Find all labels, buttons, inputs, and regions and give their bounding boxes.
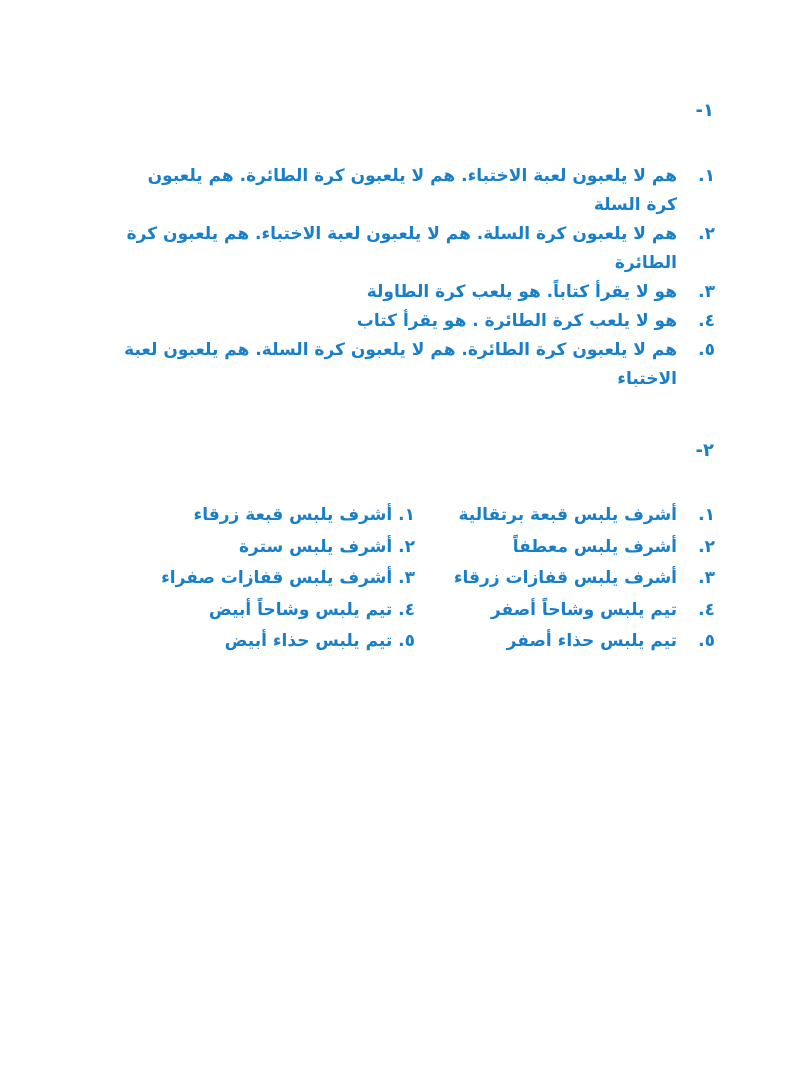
- list-item: [155, 563, 415, 595]
- item-number: ٤.: [698, 311, 715, 331]
- item-text: ٣. أشرف يلبس قفازات صفراء: [161, 568, 415, 588]
- list-item: [155, 500, 415, 532]
- section-2-left-column: [155, 500, 415, 658]
- section-2-heading: -٢: [695, 440, 714, 461]
- list-item: [455, 563, 715, 595]
- item-number: ٣.: [698, 282, 715, 302]
- item-text: أشرف يلبس معطفاً: [512, 536, 677, 557]
- item-text: ٥. تيم يلبس حذاء أبيض: [224, 631, 415, 651]
- list-item: [455, 500, 715, 532]
- item-text: ٤. تيم يلبس وشاحاً أبيض: [208, 599, 415, 620]
- item-number: ٥.: [698, 340, 715, 360]
- section-1-heading: -١: [695, 100, 714, 121]
- item-number: ١.: [698, 166, 715, 186]
- list-item: [155, 532, 415, 564]
- item-number: ٥.: [698, 631, 715, 651]
- item-number: ٢.: [698, 536, 715, 557]
- list-item: [115, 220, 715, 278]
- list-item: [455, 532, 715, 564]
- item-text: هم لا يلعبون لعبة الاختباء. هم لا يلعبون كرة الطائرة. هم يلعبون كرة السلة: [147, 166, 677, 215]
- list-item: [155, 626, 415, 658]
- item-number: ٣.: [698, 568, 715, 588]
- item-text: هو لا يلعب كرة الطائرة . هو يقرأ كتاب: [356, 311, 677, 331]
- item-text: تيم يلبس وشاحاً أصفر: [490, 599, 677, 620]
- item-text: ٢. أشرف يلبس سترة: [238, 536, 415, 557]
- item-text: هو لا يقرأ كتاباً. هو يلعب كرة الطاولة: [366, 282, 677, 302]
- list-item: [115, 307, 715, 336]
- item-text: ١. أشرف يلبس قبعة زرقاء: [193, 505, 415, 525]
- list-item: [115, 278, 715, 307]
- item-number: ٢.: [698, 224, 715, 244]
- item-text: أشرف يلبس قفازات زرقاء: [453, 568, 677, 588]
- item-text: تيم يلبس حذاء أصفر: [506, 631, 677, 651]
- list-item: [115, 336, 715, 394]
- section-1-list: [115, 162, 715, 394]
- section-2-right-column: [455, 500, 715, 658]
- list-item: [455, 595, 715, 627]
- item-text: هم لا يلعبون كرة السلة. هم لا يلعبون لعبة الاختباء. هم يلعبون كرة الطائرة: [126, 224, 677, 273]
- item-text: هم لا يلعبون كرة الطائرة. هم لا يلعبون كرة السلة. هم يلعبون لعبة الاختباء: [124, 340, 677, 389]
- list-item: [115, 162, 715, 220]
- item-number: ٤.: [698, 599, 715, 620]
- item-text: أشرف يلبس قبعة برتقالية: [458, 505, 677, 525]
- item-number: ١.: [698, 505, 715, 525]
- list-item: [155, 595, 415, 627]
- list-item: [455, 626, 715, 658]
